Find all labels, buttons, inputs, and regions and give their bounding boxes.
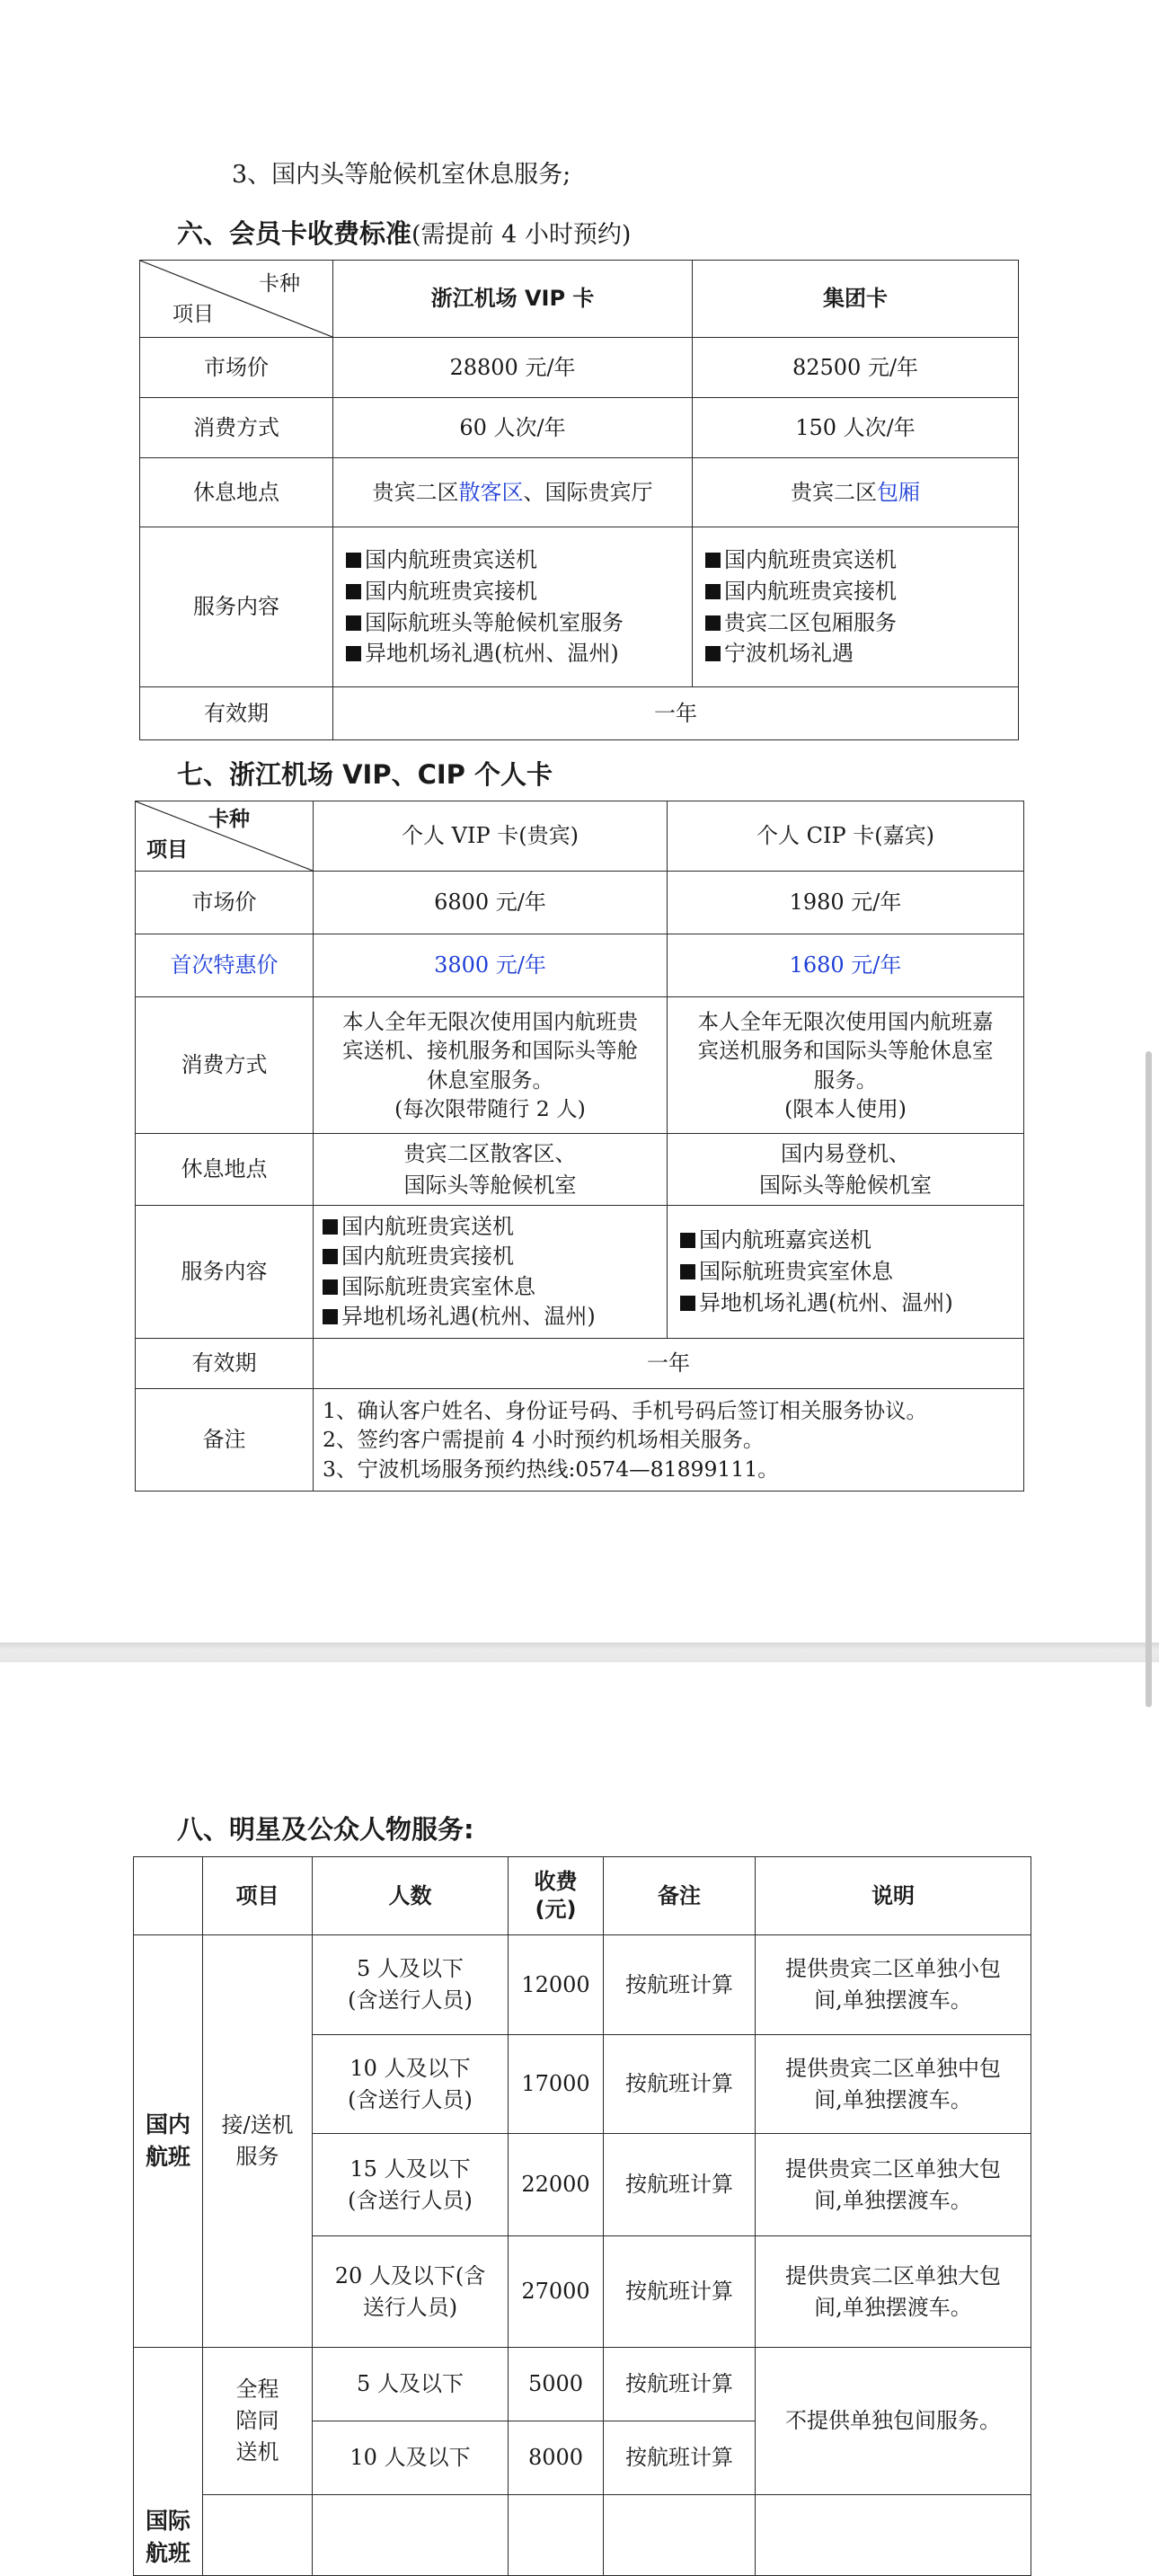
row-label-services: 服务内容 xyxy=(136,1206,314,1339)
column-header-description: 说明 xyxy=(756,1857,1031,1935)
corner-item: 项目 xyxy=(146,837,188,862)
usage-line: 宾送机服务和国际头等舱休息室 xyxy=(697,1038,994,1064)
usage-line: 宾送机、接机服务和国际头等舱 xyxy=(342,1038,638,1064)
cell-price: 28800 元/年 xyxy=(333,338,693,398)
row-label-validity: 有效期 xyxy=(140,687,333,740)
service-item: 国内航班贵宾接机 xyxy=(346,576,686,607)
cell-fee: 12000 xyxy=(509,1935,604,2035)
cell-empty xyxy=(756,2495,1031,2576)
square-bullet-icon xyxy=(323,1249,338,1264)
group-label-line: 航班 xyxy=(145,2539,190,2566)
square-bullet-icon xyxy=(705,584,721,599)
row-label-special-price: 首次特惠价 xyxy=(136,934,314,997)
cell-fee: 5000 xyxy=(509,2348,604,2421)
cell-description: 提供贵宾二区单独大包 间,单独摆渡车。 xyxy=(756,2134,1031,2236)
cell-people: 5 人及以下 (含送行人员) xyxy=(313,1935,509,2035)
service-item: 异地机场礼遇(杭州、温州) xyxy=(680,1288,1018,1319)
lounge-link-text: 散客区 xyxy=(458,479,524,505)
service-item: 异地机场礼遇(杭州、温州) xyxy=(323,1302,661,1332)
square-bullet-icon xyxy=(346,553,361,568)
cell-empty xyxy=(203,2495,313,2576)
lounge-line: 国内易登机、 xyxy=(781,1140,910,1166)
column-header-group-card: 集团卡 xyxy=(693,261,1019,338)
cell-validity: 一年 xyxy=(314,1339,1024,1389)
cell-fee: 27000 xyxy=(509,2236,604,2348)
group-label-domestic xyxy=(134,1935,203,2348)
row-label-lounge: 休息地点 xyxy=(140,458,333,527)
row-label-services: 服务内容 xyxy=(140,527,333,687)
scrollbar[interactable] xyxy=(1146,1051,1152,1707)
square-bullet-icon xyxy=(680,1264,695,1279)
corner-empty xyxy=(134,1857,203,1935)
cell-note: 按航班计算 xyxy=(604,1935,756,2035)
cell-fee: 17000 xyxy=(509,2035,604,2134)
square-bullet-icon xyxy=(680,1233,695,1248)
cell-validity: 一年 xyxy=(333,687,1019,740)
cell-usage xyxy=(668,997,1024,1134)
group-label-international xyxy=(134,2348,203,2576)
cell-people: 20 人及以下(含 送行人员) xyxy=(313,2236,509,2348)
service-type-escort xyxy=(203,2348,313,2495)
service-type-line: 全程 xyxy=(235,2377,279,2403)
cell-note: 按航班计算 xyxy=(604,2035,756,2134)
list-item-3: 3、国内头等舱候机室休息服务; xyxy=(232,161,571,189)
cell-usage: 60 人次/年 xyxy=(333,398,693,458)
usage-line: (限本人使用) xyxy=(784,1095,907,1121)
fee-header-line: 收费 xyxy=(534,1868,578,1894)
corner-item: 项目 xyxy=(173,302,214,326)
page-separator xyxy=(0,1642,1159,1662)
service-item: 国际航班头等舱候机室服务 xyxy=(346,607,686,639)
cell-remarks xyxy=(314,1389,1024,1492)
column-header-personal-vip: 个人 VIP 卡(贵宾) xyxy=(314,801,668,872)
section-6-note: (需提前 4 小时预约) xyxy=(411,221,632,249)
lounge-text: 、国际贵宾厅 xyxy=(523,479,653,505)
cell-lounge xyxy=(333,458,693,527)
service-item: 国内航班贵宾接机 xyxy=(705,576,1013,607)
service-item: 国内航班贵宾送机 xyxy=(346,544,686,576)
cell-description: 提供贵宾二区单独小包 间,单独摆渡车。 xyxy=(756,1935,1031,2035)
square-bullet-icon xyxy=(705,553,721,568)
cell-usage xyxy=(314,997,668,1134)
cell-special-price: 1680 元/年 xyxy=(668,934,1024,997)
section-6-title: 六、会员卡收费标准 xyxy=(177,218,412,249)
table-corner-cell xyxy=(136,801,314,872)
cell-description: 提供贵宾二区单独大包 间,单独摆渡车。 xyxy=(756,2236,1031,2348)
cell-note: 按航班计算 xyxy=(604,2348,756,2421)
cell-note: 按航班计算 xyxy=(604,2421,756,2495)
service-item: 国际航班贵宾室休息 xyxy=(680,1256,1018,1288)
cell-services xyxy=(668,1206,1024,1339)
lounge-text: 贵宾二区 xyxy=(791,479,877,505)
cell-note: 按航班计算 xyxy=(604,2134,756,2236)
square-bullet-icon xyxy=(323,1279,338,1295)
service-item: 宁波机场礼遇 xyxy=(705,638,1013,669)
corner-card-type: 卡种 xyxy=(259,272,300,296)
service-type-line: 接/送机 xyxy=(221,2112,294,2138)
personal-card-table xyxy=(135,801,1024,1492)
column-header-fee xyxy=(509,1857,604,1935)
lounge-line: 国际头等舱候机室 xyxy=(403,1172,577,1198)
row-label-usage: 消费方式 xyxy=(136,997,314,1134)
cell-lounge xyxy=(314,1134,668,1206)
lounge-line: 国际头等舱候机室 xyxy=(759,1172,932,1198)
service-item: 国内航班贵宾送机 xyxy=(323,1212,661,1242)
cell-special-price: 3800 元/年 xyxy=(314,934,668,997)
cell-people: 5 人及以下 xyxy=(313,2348,509,2421)
membership-fee-table xyxy=(139,260,1019,740)
cell-description: 提供贵宾二区单独中包 间,单独摆渡车。 xyxy=(756,2035,1031,2134)
lounge-text: 贵宾二区 xyxy=(372,479,459,505)
row-label-remarks: 备注 xyxy=(136,1389,314,1492)
table-corner-cell xyxy=(140,261,333,338)
usage-line: (每次限带随行 2 人) xyxy=(394,1095,586,1121)
remark-line: 1、确认客户姓名、身份证号码、手机号码后签订相关服务协议。 xyxy=(323,1397,927,1423)
cell-price: 1980 元/年 xyxy=(668,872,1024,934)
section-7-heading: 七、浙江机场 VIP、CIP 个人卡 xyxy=(177,759,553,790)
cell-services xyxy=(314,1206,668,1339)
service-type-line: 送机 xyxy=(235,2439,279,2465)
lounge-line: 贵宾二区散客区、 xyxy=(403,1140,577,1166)
usage-line: 本人全年无限次使用国内航班贵 xyxy=(342,1008,638,1034)
row-label-lounge: 休息地点 xyxy=(136,1134,314,1206)
lounge-link-text: 包厢 xyxy=(877,479,920,505)
cell-empty xyxy=(313,2495,509,2576)
remark-line: 3、宁波机场服务预约热线:0574—81899111。 xyxy=(323,1456,779,1482)
service-type-pickup xyxy=(203,1935,313,2348)
usage-line: 本人全年无限次使用国内航班嘉 xyxy=(697,1008,994,1034)
remark-line: 2、签约客户需提前 4 小时预约机场相关服务。 xyxy=(323,1427,765,1453)
service-item: 国内航班贵宾接机 xyxy=(323,1242,661,1271)
column-header-people: 人数 xyxy=(313,1857,509,1935)
celebrity-service-table xyxy=(133,1856,1031,2576)
row-label-usage: 消费方式 xyxy=(140,398,333,458)
cell-price: 82500 元/年 xyxy=(693,338,1019,398)
row-label-market-price: 市场价 xyxy=(136,872,314,934)
square-bullet-icon xyxy=(323,1219,338,1235)
service-type-line: 服务 xyxy=(235,2144,279,2169)
square-bullet-icon xyxy=(680,1296,695,1311)
cell-fee: 22000 xyxy=(509,2134,604,2236)
square-bullet-icon xyxy=(323,1309,338,1324)
cell-services xyxy=(333,527,693,687)
cell-lounge xyxy=(668,1134,1024,1206)
cell-people: 10 人及以下 (含送行人员) xyxy=(313,2035,509,2134)
cell-price: 6800 元/年 xyxy=(314,872,668,934)
square-bullet-icon xyxy=(346,615,361,631)
cell-lounge xyxy=(693,458,1019,527)
usage-line: 休息室服务。 xyxy=(427,1067,553,1093)
column-header-vip-card: 浙江机场 VIP 卡 xyxy=(333,261,693,338)
corner-card-type: 卡种 xyxy=(208,808,250,831)
cell-services xyxy=(693,527,1019,687)
column-header-personal-cip: 个人 CIP 卡(嘉宾) xyxy=(668,801,1024,872)
square-bullet-icon xyxy=(346,584,361,599)
cell-description: 不提供单独包间服务。 xyxy=(756,2348,1031,2495)
section-6-heading xyxy=(177,214,631,251)
service-item: 国际航班贵宾室休息 xyxy=(323,1272,661,1302)
cell-people: 15 人及以下 (含送行人员) xyxy=(313,2134,509,2236)
row-label-validity: 有效期 xyxy=(136,1339,314,1389)
cell-fee: 8000 xyxy=(509,2421,604,2495)
square-bullet-icon xyxy=(705,615,721,631)
service-item: 异地机场礼遇(杭州、温州) xyxy=(346,638,686,669)
column-header-note: 备注 xyxy=(604,1857,756,1935)
square-bullet-icon xyxy=(346,646,361,661)
row-label-market-price: 市场价 xyxy=(140,338,333,398)
service-type-line: 陪同 xyxy=(235,2408,279,2434)
usage-line: 服务。 xyxy=(813,1067,878,1093)
cell-empty xyxy=(604,2495,756,2576)
square-bullet-icon xyxy=(705,646,721,661)
fee-header-line: (元) xyxy=(535,1897,577,1922)
service-item: 国内航班嘉宾送机 xyxy=(680,1225,1018,1256)
cell-empty xyxy=(509,2495,604,2576)
group-label-line: 国内 xyxy=(145,2111,190,2138)
section-8-heading: 八、明星及公众人物服务: xyxy=(177,1814,474,1845)
service-item: 国内航班贵宾送机 xyxy=(705,544,1013,576)
cell-note: 按航班计算 xyxy=(604,2236,756,2348)
group-label-line: 航班 xyxy=(145,2144,190,2170)
cell-usage: 150 人次/年 xyxy=(693,398,1019,458)
column-header-item: 项目 xyxy=(203,1857,313,1935)
service-item: 贵宾二区包厢服务 xyxy=(705,607,1013,639)
cell-people: 10 人及以下 xyxy=(313,2421,509,2495)
group-label-line: 国际 xyxy=(145,2507,190,2534)
